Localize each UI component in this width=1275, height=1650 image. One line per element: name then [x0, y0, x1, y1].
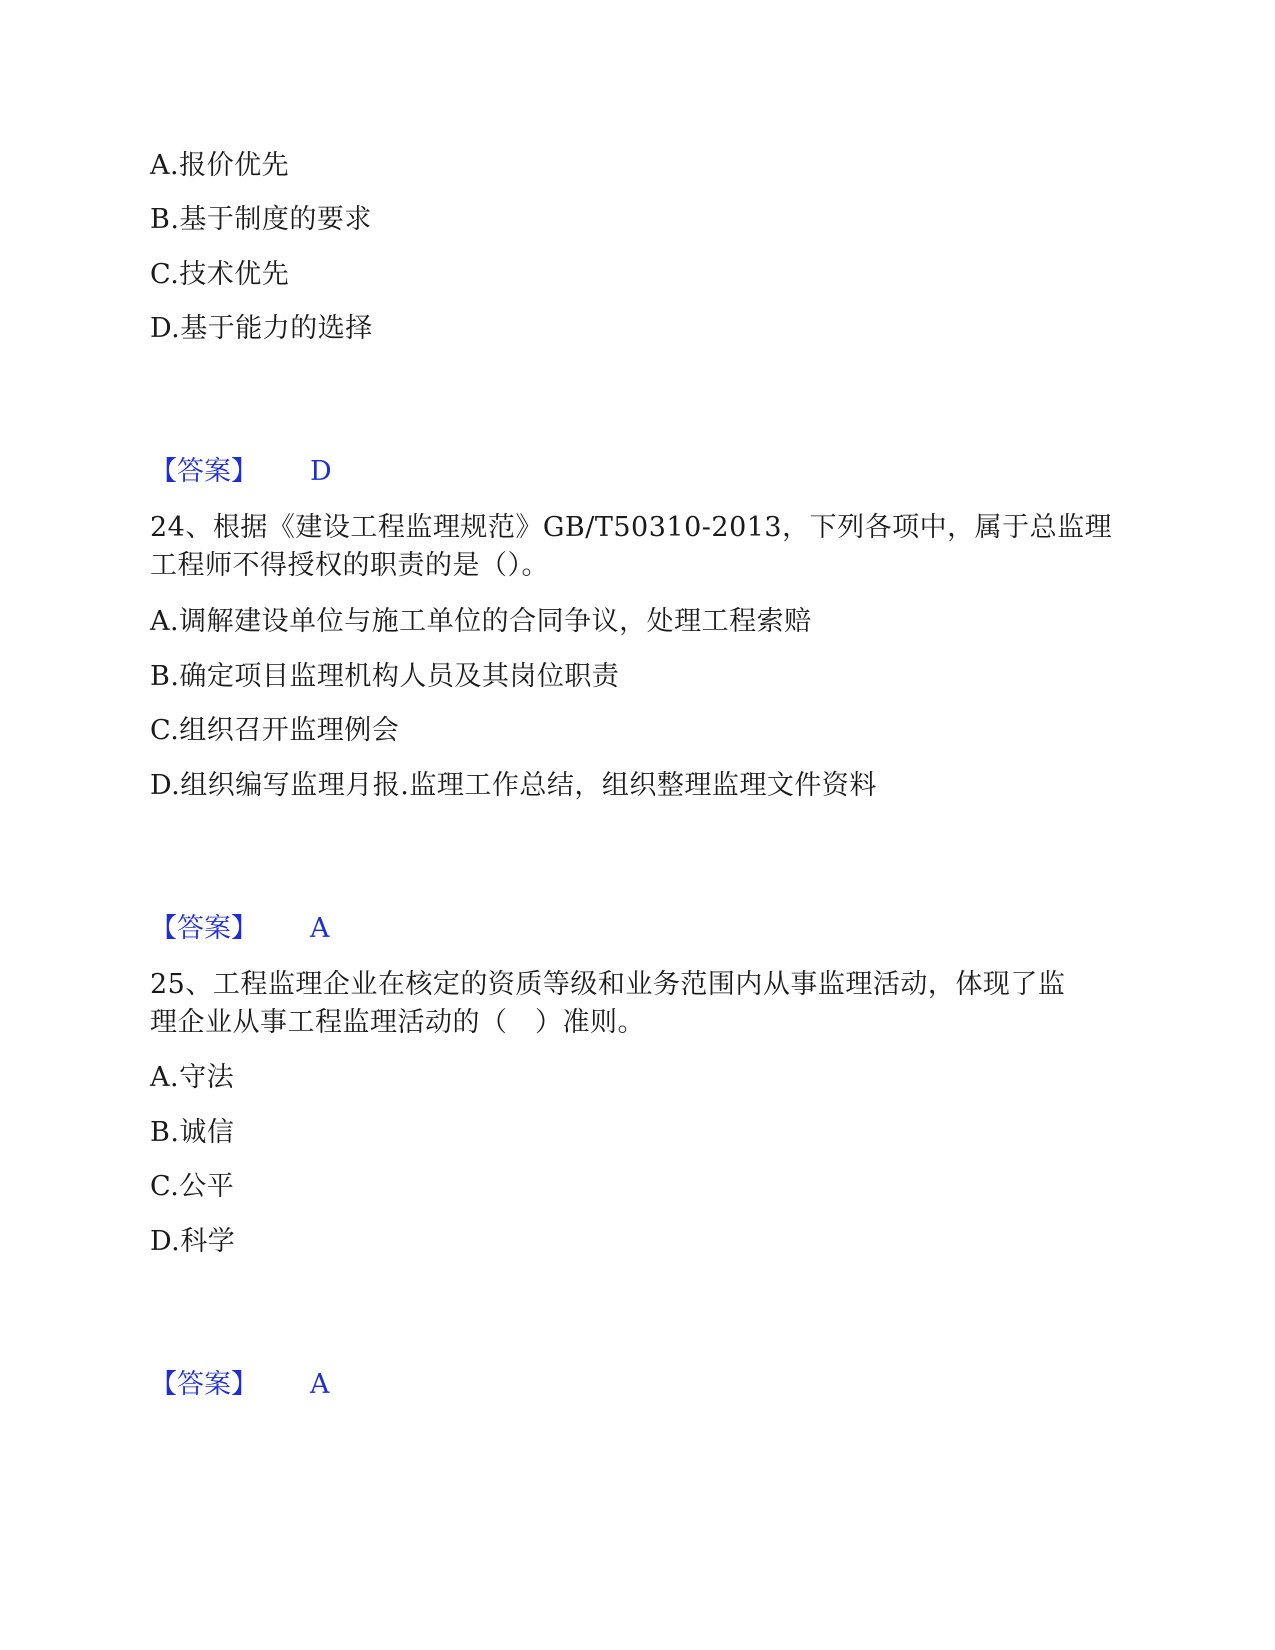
q25-option-a: A.守法 [150, 1062, 235, 1093]
q25-option-b: B.诚信 [150, 1117, 235, 1148]
prev-answer-value: D [310, 456, 332, 487]
q24-option-d: D.组织编写监理月报.监理工作总结，组织整理监理文件资料 [150, 770, 877, 801]
prev-option-b: B.基于制度的要求 [150, 204, 372, 235]
q24-answer [150, 911, 330, 947]
q25-option-d: D.科学 [150, 1226, 236, 1257]
q24-option-c: C.组织召开监理例会 [150, 715, 400, 746]
q24-answer-value: A [310, 913, 330, 944]
q25-answer-value: A [310, 1369, 330, 1400]
q24-stem-line1: 24、根据《建设工程监理规范》GB/T50310-2013，下列各项中，属于总监理 [150, 512, 1113, 543]
q25-stem-line2: 理企业从事工程监理活动的（ ）准则。 [150, 1007, 645, 1038]
q24-option-a: A.调解建设单位与施工单位的合同争议，处理工程索赔 [150, 606, 812, 637]
q25-answer-label: 【答案】 [150, 1369, 258, 1400]
q24-stem-line2: 工程师不得授权的职责的是（）。 [150, 550, 549, 581]
prev-option-d: D.基于能力的选择 [150, 313, 373, 344]
prev-answer-label: 【答案】 [150, 456, 258, 487]
q25-stem-line1: 25、工程监理企业在核定的资质等级和业务范围内从事监理活动，体现了监 [150, 969, 1066, 1000]
prev-answer [150, 454, 332, 490]
q25-option-c: C.公平 [150, 1171, 235, 1202]
q24-answer-label: 【答案】 [150, 913, 258, 944]
q24-option-b: B.确定项目监理机构人员及其岗位职责 [150, 661, 620, 692]
q25-answer [150, 1367, 330, 1403]
prev-option-a: A.报价优先 [150, 150, 290, 181]
prev-option-c: C.技术优先 [150, 259, 290, 290]
